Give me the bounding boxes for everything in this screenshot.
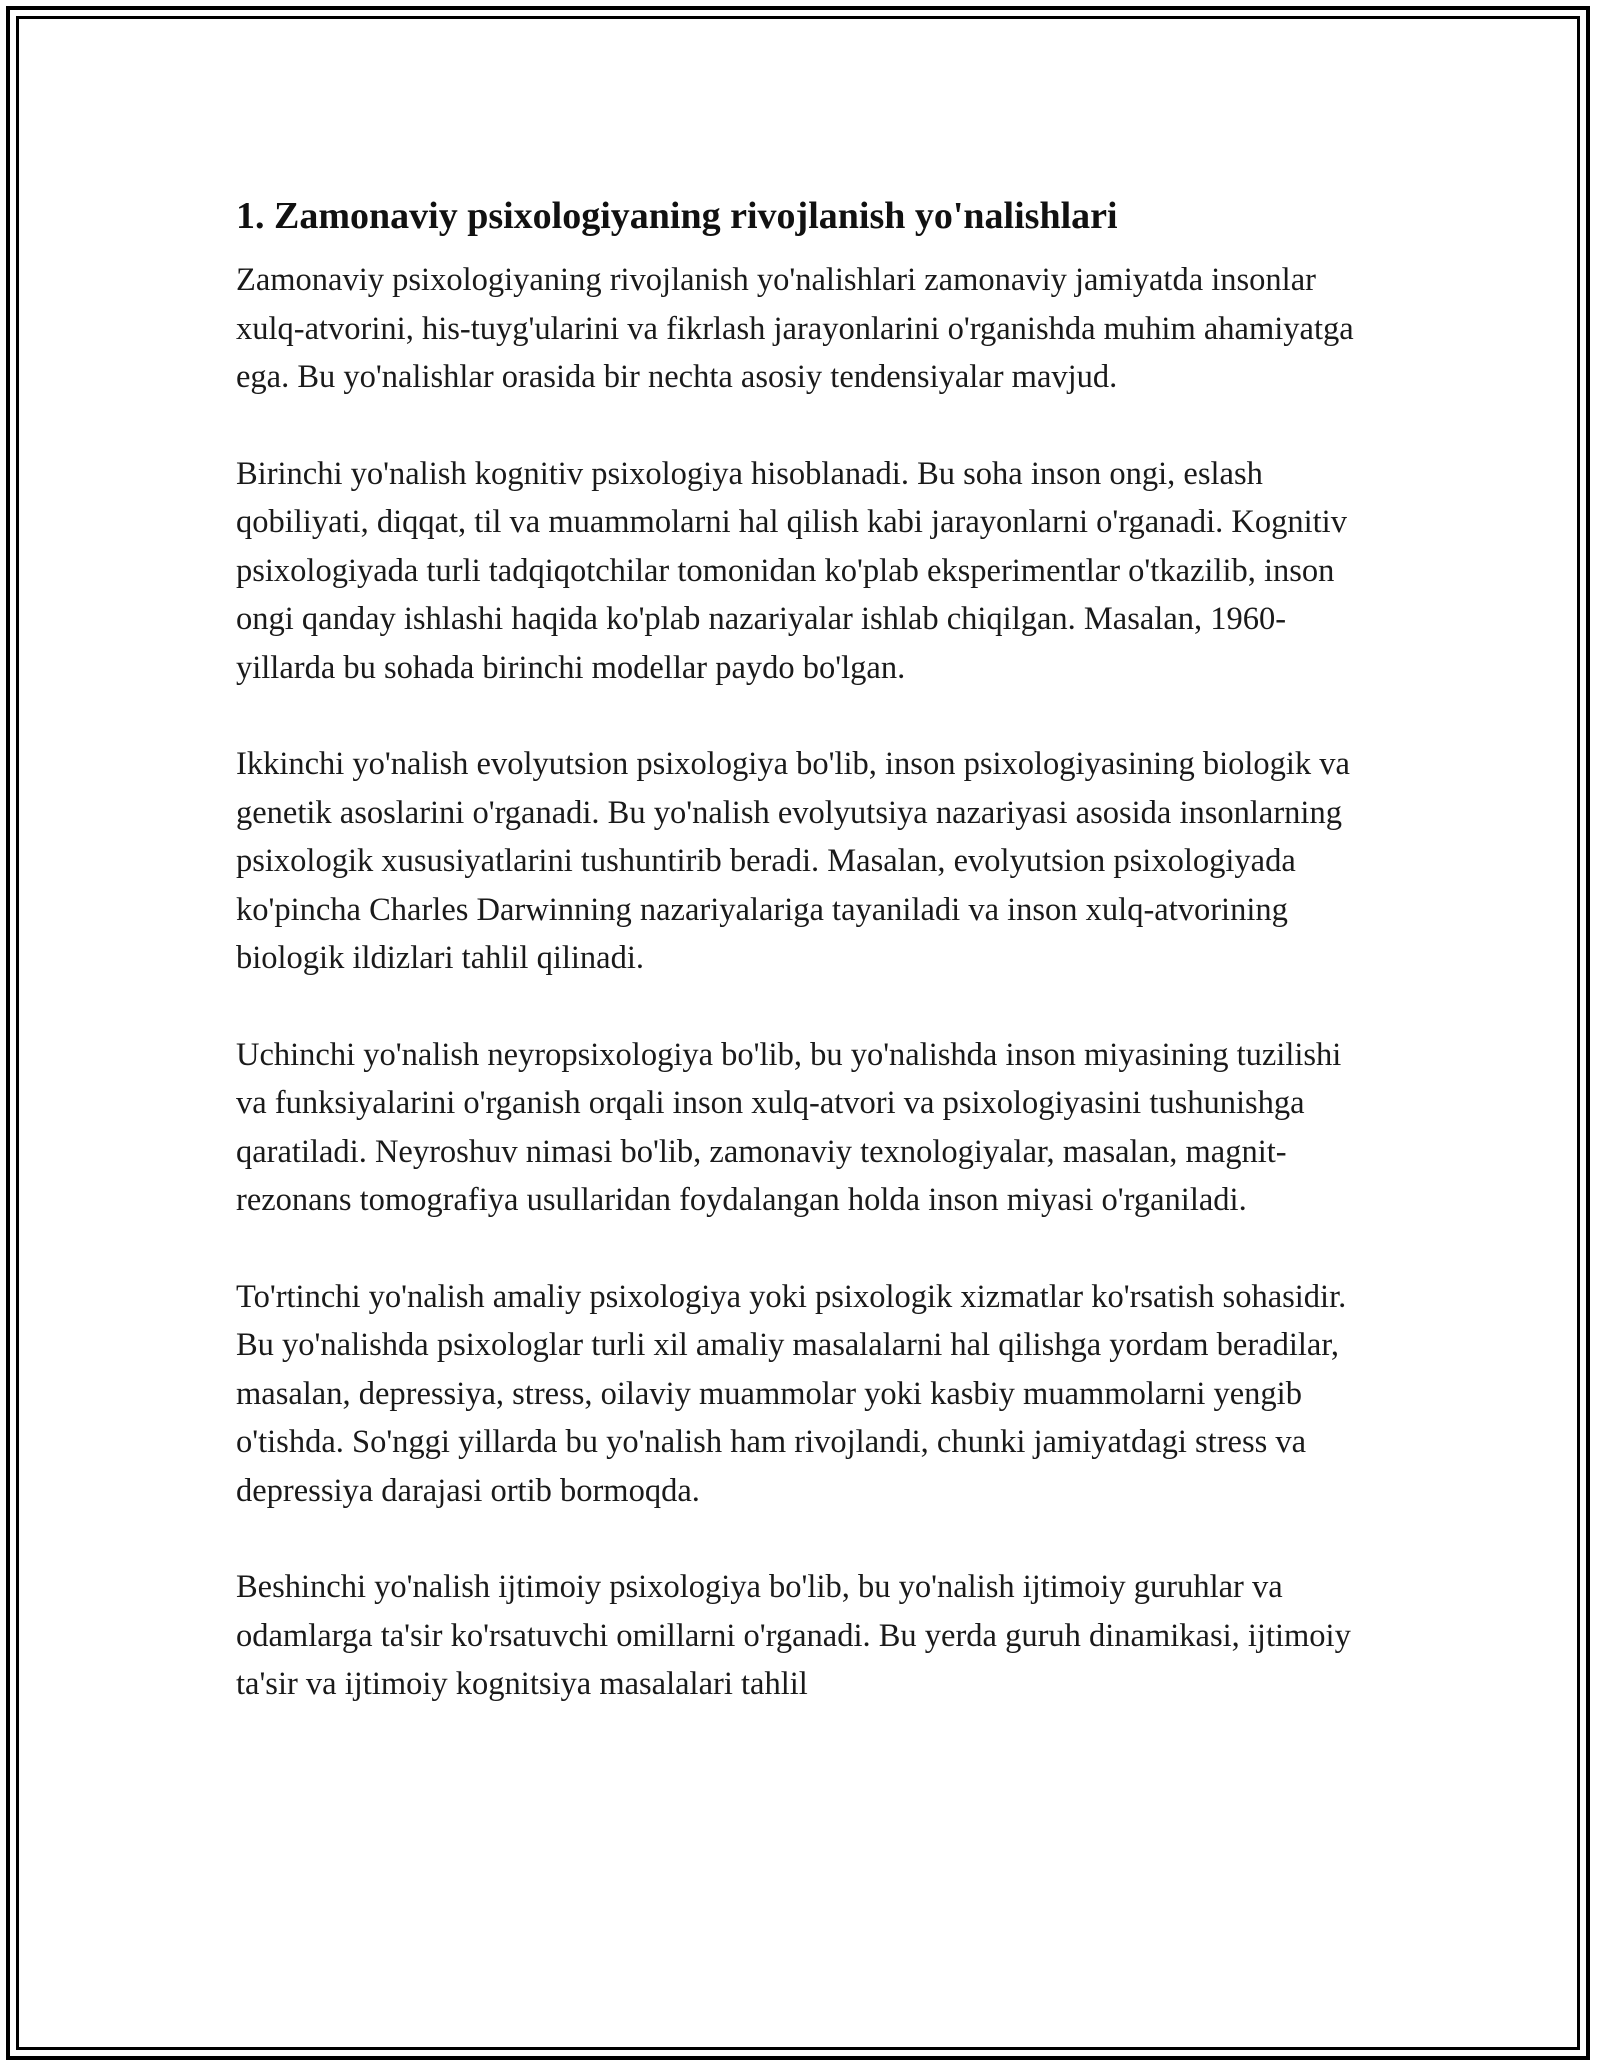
paragraph-evolutionary: Ikkinchi yo'nalish evolyutsion psixologiya bo'lib, inson psixologiyasining biologik va genetik asoslarini o'rganadi. Bu yo'nalish evolyutsiya nazariyasi asosida insonlarning psixologik xususiyatlarini tushuntirib beradi. Masalan, evolyutsion psixologiyada ko'pincha Charles Darwinning nazariyalariga tayaniladi va inson xulq-atvorining biologik ildizlari tahlil qilinadi. [236, 746, 1350, 976]
paragraph-social: Beshinchi yo'nalish ijtimoiy psixologiya bo'lib, bu yo'nalish ijtimoiy guruhlar va odamlarga ta'sir ko'rsatuvchi omillarni o'rganadi. Bu yerda guruh dinamikasi, ijtimoiy ta'sir va ijtimoiy kognitsiya masalalari tahlil [236, 1569, 1351, 1702]
paragraph-cognitive: Birinchi yo'nalish kognitiv psixologiya hisoblanadi. Bu soha inson ongi, eslash qobiliyati, diqqat, til va muammolarni hal qilish kabi jarayonlarni o'rganadi. Kognitiv psixologiyada turli tadqiqotchilar tomonidan ko'plab eksperimentlar o'tkazilib, inson ongi qanday ishlashi haqida ko'plab nazariyalar ishlab chiqilgan. Masalan, 1960-yillarda bu sohada birinchi modellar paydo bo'lgan. [236, 455, 1347, 686]
paragraph-applied: To'rtinchi yo'nalish amaliy psixologiya yoki psixologik xizmatlar ko'rsatish sohasidir. Bu yo'nalishda psixologlar turli xil amaliy masalalarni hal qilishga yordam beradilar, masalan, depressiya, stress, oilaviy muammolar yoki kasbiy muammolarni yengib o'tishda. So'nggi yillarda bu yo'nalish ham rivojlandi, chunki jamiyatdagi stress va depressiya darajasi ortib bormoqda. [236, 1278, 1347, 1509]
document-body [236, 186, 1376, 1757]
paragraph-intro: Zamonaviy psixologiyaning rivojlanish yo'nalishlari zamonaviy jamiyatda insonlar xulq-atvorini, his-tuyg'ularini va fikrlash jarayonlarini o'rganishda muhim ahamiyatga ega. Bu yo'nalishlar orasida bir nechta asosiy tendensiyalar mavjud. [236, 262, 1354, 395]
section-heading: 1. Zamonaviy psixologiyaning rivojlanish yo'nalishlari [236, 195, 1118, 237]
paragraph-neuropsychology: Uchinchi yo'nalish neyropsixologiya bo'lib, bu yo'nalishda inson miyasining tuzilishi va funksiyalarini o'rganish orqali inson xulq-atvori va psixologiyasini tushunishga qaratiladi. Neyroshuv nimasi bo'lib, zamonaviy texnologiyalar, masalan, magnit-rezonans tomografiya usullaridan foydalangan holda inson miyasi o'rganiladi. [236, 1036, 1342, 1218]
